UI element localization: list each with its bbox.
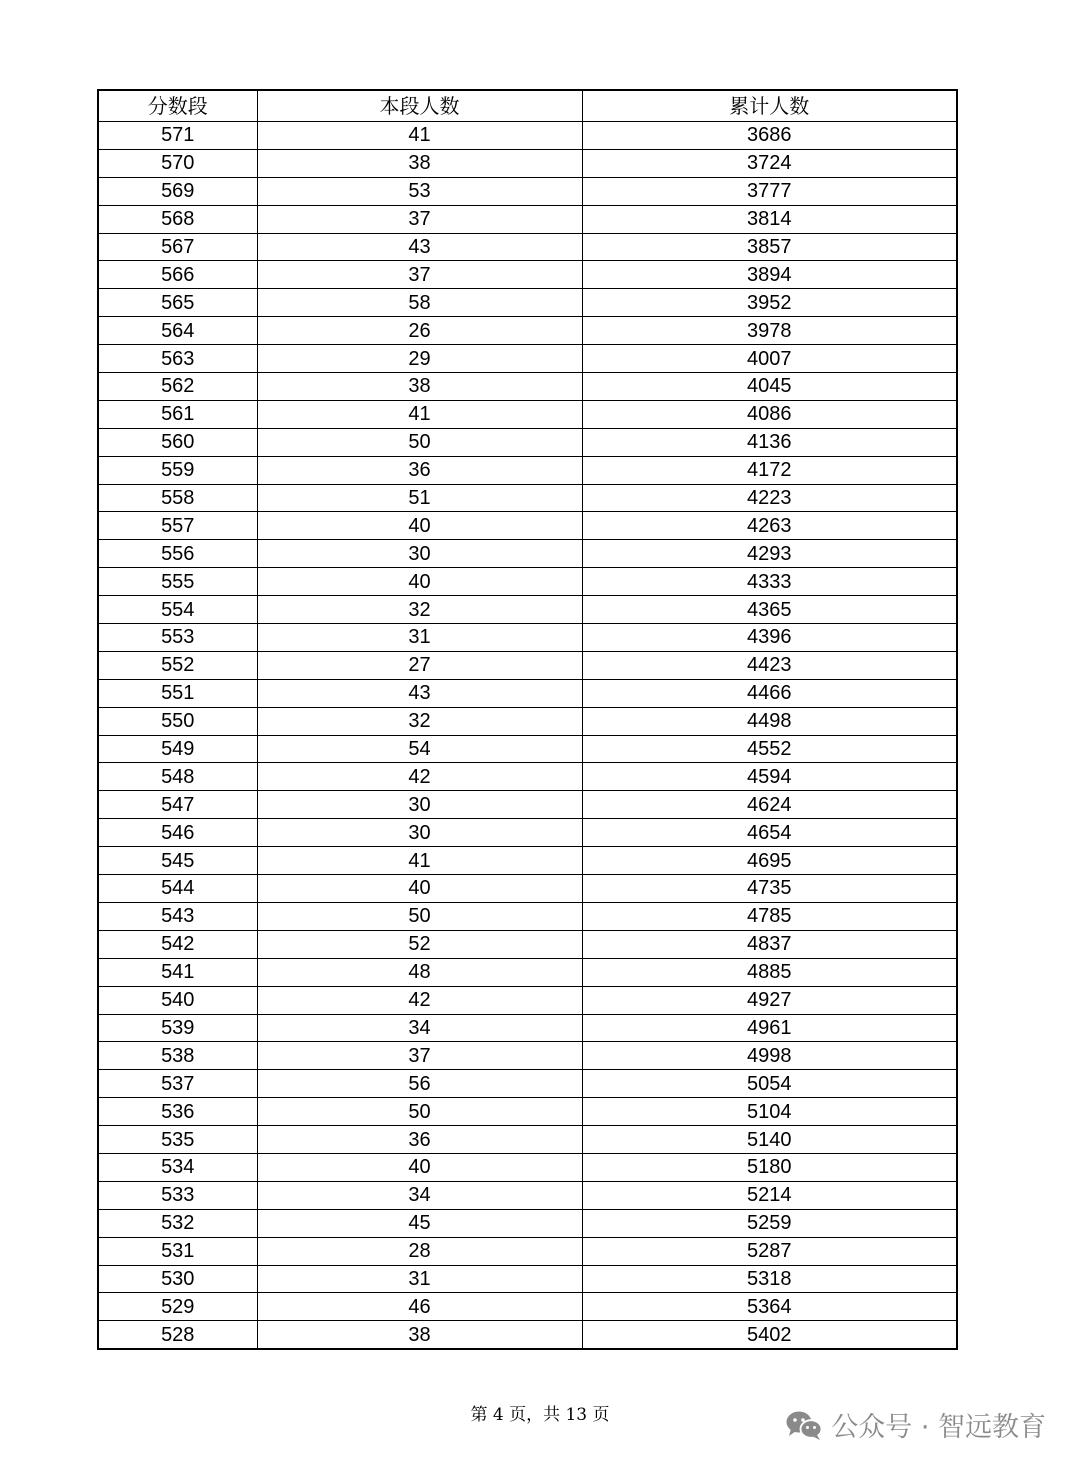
cell-cumulative-count: 3686 [582,122,957,150]
cell-cumulative-count: 4365 [582,596,957,624]
cell-cumulative-count: 4594 [582,763,957,791]
cell-cumulative-count: 4498 [582,707,957,735]
cell-cumulative-count: 4045 [582,373,957,401]
cell-cumulative-count: 3978 [582,317,957,345]
watermark-text: 公众号 · 智远教育 [831,1412,1046,1443]
cell-score-range: 571 [98,122,257,150]
header-segment-count: 本段人数 [257,90,582,122]
cell-cumulative-count: 3857 [582,233,957,261]
cell-cumulative-count: 5180 [582,1153,957,1181]
cell-score-range: 548 [98,763,257,791]
cell-score-range: 550 [98,707,257,735]
cell-segment-count: 58 [257,289,582,317]
table-row [98,1153,957,1181]
cell-score-range: 560 [98,428,257,456]
cell-segment-count: 40 [257,1153,582,1181]
cell-score-range: 563 [98,345,257,373]
cell-segment-count: 37 [257,261,582,289]
cell-cumulative-count: 4263 [582,512,957,540]
cell-cumulative-count: 4785 [582,902,957,930]
cell-segment-count: 48 [257,958,582,986]
table-row [98,428,957,456]
cell-score-range: 561 [98,400,257,428]
cell-cumulative-count: 4396 [582,624,957,652]
cell-segment-count: 37 [257,205,582,233]
cell-score-range: 541 [98,958,257,986]
table-row [98,930,957,958]
table-row [98,400,957,428]
cell-score-range: 564 [98,317,257,345]
cell-segment-count: 50 [257,428,582,456]
cell-segment-count: 29 [257,345,582,373]
cell-segment-count: 53 [257,177,582,205]
cell-segment-count: 41 [257,400,582,428]
cell-cumulative-count: 4552 [582,735,957,763]
cell-cumulative-count: 4223 [582,484,957,512]
table-row [98,1237,957,1265]
header-row [98,90,957,122]
cell-score-range: 552 [98,651,257,679]
cell-cumulative-count: 4654 [582,819,957,847]
cell-score-range: 567 [98,233,257,261]
cell-cumulative-count: 4136 [582,428,957,456]
cell-segment-count: 50 [257,1098,582,1126]
cell-segment-count: 54 [257,735,582,763]
cell-score-range: 568 [98,205,257,233]
cell-score-range: 565 [98,289,257,317]
cell-cumulative-count: 4423 [582,651,957,679]
table-row [98,707,957,735]
cell-segment-count: 32 [257,707,582,735]
cell-cumulative-count: 4007 [582,345,957,373]
cell-cumulative-count: 3814 [582,205,957,233]
cell-score-range: 530 [98,1265,257,1293]
cell-segment-count: 31 [257,1265,582,1293]
cell-segment-count: 26 [257,317,582,345]
cell-segment-count: 40 [257,568,582,596]
cell-cumulative-count: 5104 [582,1098,957,1126]
cell-score-range: 537 [98,1070,257,1098]
cell-score-range: 533 [98,1181,257,1209]
table-row [98,875,957,903]
table-row [98,679,957,707]
cell-cumulative-count: 3777 [582,177,957,205]
table-row [98,1070,957,1098]
cell-score-range: 556 [98,540,257,568]
cell-score-range: 544 [98,875,257,903]
table-row [98,317,957,345]
table-row [98,484,957,512]
table-row [98,735,957,763]
cell-score-range: 531 [98,1237,257,1265]
table-row [98,289,957,317]
page-number: 第 4 页，共 13 页 [470,1405,610,1425]
cell-cumulative-count: 4466 [582,679,957,707]
cell-segment-count: 42 [257,986,582,1014]
cell-cumulative-count: 5140 [582,1126,957,1154]
cell-score-range: 547 [98,791,257,819]
cell-cumulative-count: 4927 [582,986,957,1014]
table-row [98,986,957,1014]
cell-score-range: 538 [98,1042,257,1070]
cell-score-range: 536 [98,1098,257,1126]
table-row [98,902,957,930]
table-row [98,540,957,568]
cell-score-range: 562 [98,373,257,401]
cell-score-range: 566 [98,261,257,289]
table-row [98,233,957,261]
cell-segment-count: 40 [257,875,582,903]
table-row [98,512,957,540]
score-distribution-table [97,89,958,1350]
cell-segment-count: 38 [257,373,582,401]
cell-cumulative-count: 3894 [582,261,957,289]
cell-score-range: 545 [98,847,257,875]
table-row [98,373,957,401]
cell-segment-count: 46 [257,1293,582,1321]
cell-score-range: 546 [98,819,257,847]
cell-segment-count: 41 [257,847,582,875]
table-row [98,1209,957,1237]
cell-segment-count: 42 [257,763,582,791]
cell-score-range: 542 [98,930,257,958]
cell-score-range: 569 [98,177,257,205]
cell-score-range: 528 [98,1321,257,1349]
table-body [98,122,957,1350]
cell-cumulative-count: 4998 [582,1042,957,1070]
cell-score-range: 553 [98,624,257,652]
table-row [98,456,957,484]
cell-cumulative-count: 5402 [582,1321,957,1349]
cell-cumulative-count: 4333 [582,568,957,596]
cell-cumulative-count: 4837 [582,930,957,958]
header-cumulative-count: 累计人数 [582,90,957,122]
cell-score-range: 557 [98,512,257,540]
cell-segment-count: 32 [257,596,582,624]
cell-segment-count: 40 [257,512,582,540]
cell-cumulative-count: 3952 [582,289,957,317]
cell-cumulative-count: 4695 [582,847,957,875]
table-row [98,1126,957,1154]
cell-score-range: 532 [98,1209,257,1237]
table-row [98,177,957,205]
cell-score-range: 551 [98,679,257,707]
wechat-icon [785,1409,823,1441]
table-row [98,847,957,875]
table-row [98,1181,957,1209]
cell-score-range: 543 [98,902,257,930]
table-row [98,791,957,819]
cell-cumulative-count: 3724 [582,149,957,177]
cell-segment-count: 43 [257,679,582,707]
table-row [98,763,957,791]
table-row [98,205,957,233]
cell-segment-count: 27 [257,651,582,679]
table-row [98,568,957,596]
cell-segment-count: 38 [257,1321,582,1349]
table-row [98,345,957,373]
cell-cumulative-count: 5364 [582,1293,957,1321]
table-row [98,651,957,679]
cell-segment-count: 43 [257,233,582,261]
cell-cumulative-count: 5318 [582,1265,957,1293]
cell-cumulative-count: 4961 [582,1014,957,1042]
table-row [98,624,957,652]
cell-score-range: 559 [98,456,257,484]
cell-segment-count: 30 [257,540,582,568]
table-row [98,122,957,150]
cell-segment-count: 34 [257,1014,582,1042]
cell-score-range: 534 [98,1153,257,1181]
cell-score-range: 558 [98,484,257,512]
cell-segment-count: 51 [257,484,582,512]
cell-score-range: 539 [98,1014,257,1042]
cell-score-range: 554 [98,596,257,624]
cell-segment-count: 38 [257,149,582,177]
table-row [98,819,957,847]
cell-segment-count: 36 [257,456,582,484]
cell-cumulative-count: 5287 [582,1237,957,1265]
cell-cumulative-count: 4735 [582,875,957,903]
table-row [98,1042,957,1070]
cell-cumulative-count: 5259 [582,1209,957,1237]
header-score-range: 分数段 [98,90,257,122]
cell-cumulative-count: 4885 [582,958,957,986]
cell-segment-count: 41 [257,122,582,150]
table-row [98,149,957,177]
table-row [98,958,957,986]
cell-cumulative-count: 4293 [582,540,957,568]
table-row [98,1265,957,1293]
cell-score-range: 549 [98,735,257,763]
cell-score-range: 555 [98,568,257,596]
table-row [98,1321,957,1349]
cell-segment-count: 52 [257,930,582,958]
cell-score-range: 529 [98,1293,257,1321]
cell-score-range: 540 [98,986,257,1014]
cell-segment-count: 45 [257,1209,582,1237]
cell-cumulative-count: 5214 [582,1181,957,1209]
table-row [98,1098,957,1126]
cell-cumulative-count: 4086 [582,400,957,428]
cell-segment-count: 36 [257,1126,582,1154]
cell-segment-count: 50 [257,902,582,930]
cell-segment-count: 56 [257,1070,582,1098]
cell-cumulative-count: 4172 [582,456,957,484]
cell-segment-count: 31 [257,624,582,652]
cell-segment-count: 28 [257,1237,582,1265]
watermark [785,1405,1046,1444]
table-row [98,596,957,624]
cell-cumulative-count: 5054 [582,1070,957,1098]
cell-segment-count: 30 [257,819,582,847]
cell-segment-count: 37 [257,1042,582,1070]
cell-segment-count: 30 [257,791,582,819]
table-header [98,90,957,122]
cell-segment-count: 34 [257,1181,582,1209]
cell-score-range: 570 [98,149,257,177]
table-row [98,1014,957,1042]
table-row [98,261,957,289]
cell-cumulative-count: 4624 [582,791,957,819]
cell-score-range: 535 [98,1126,257,1154]
table-row [98,1293,957,1321]
